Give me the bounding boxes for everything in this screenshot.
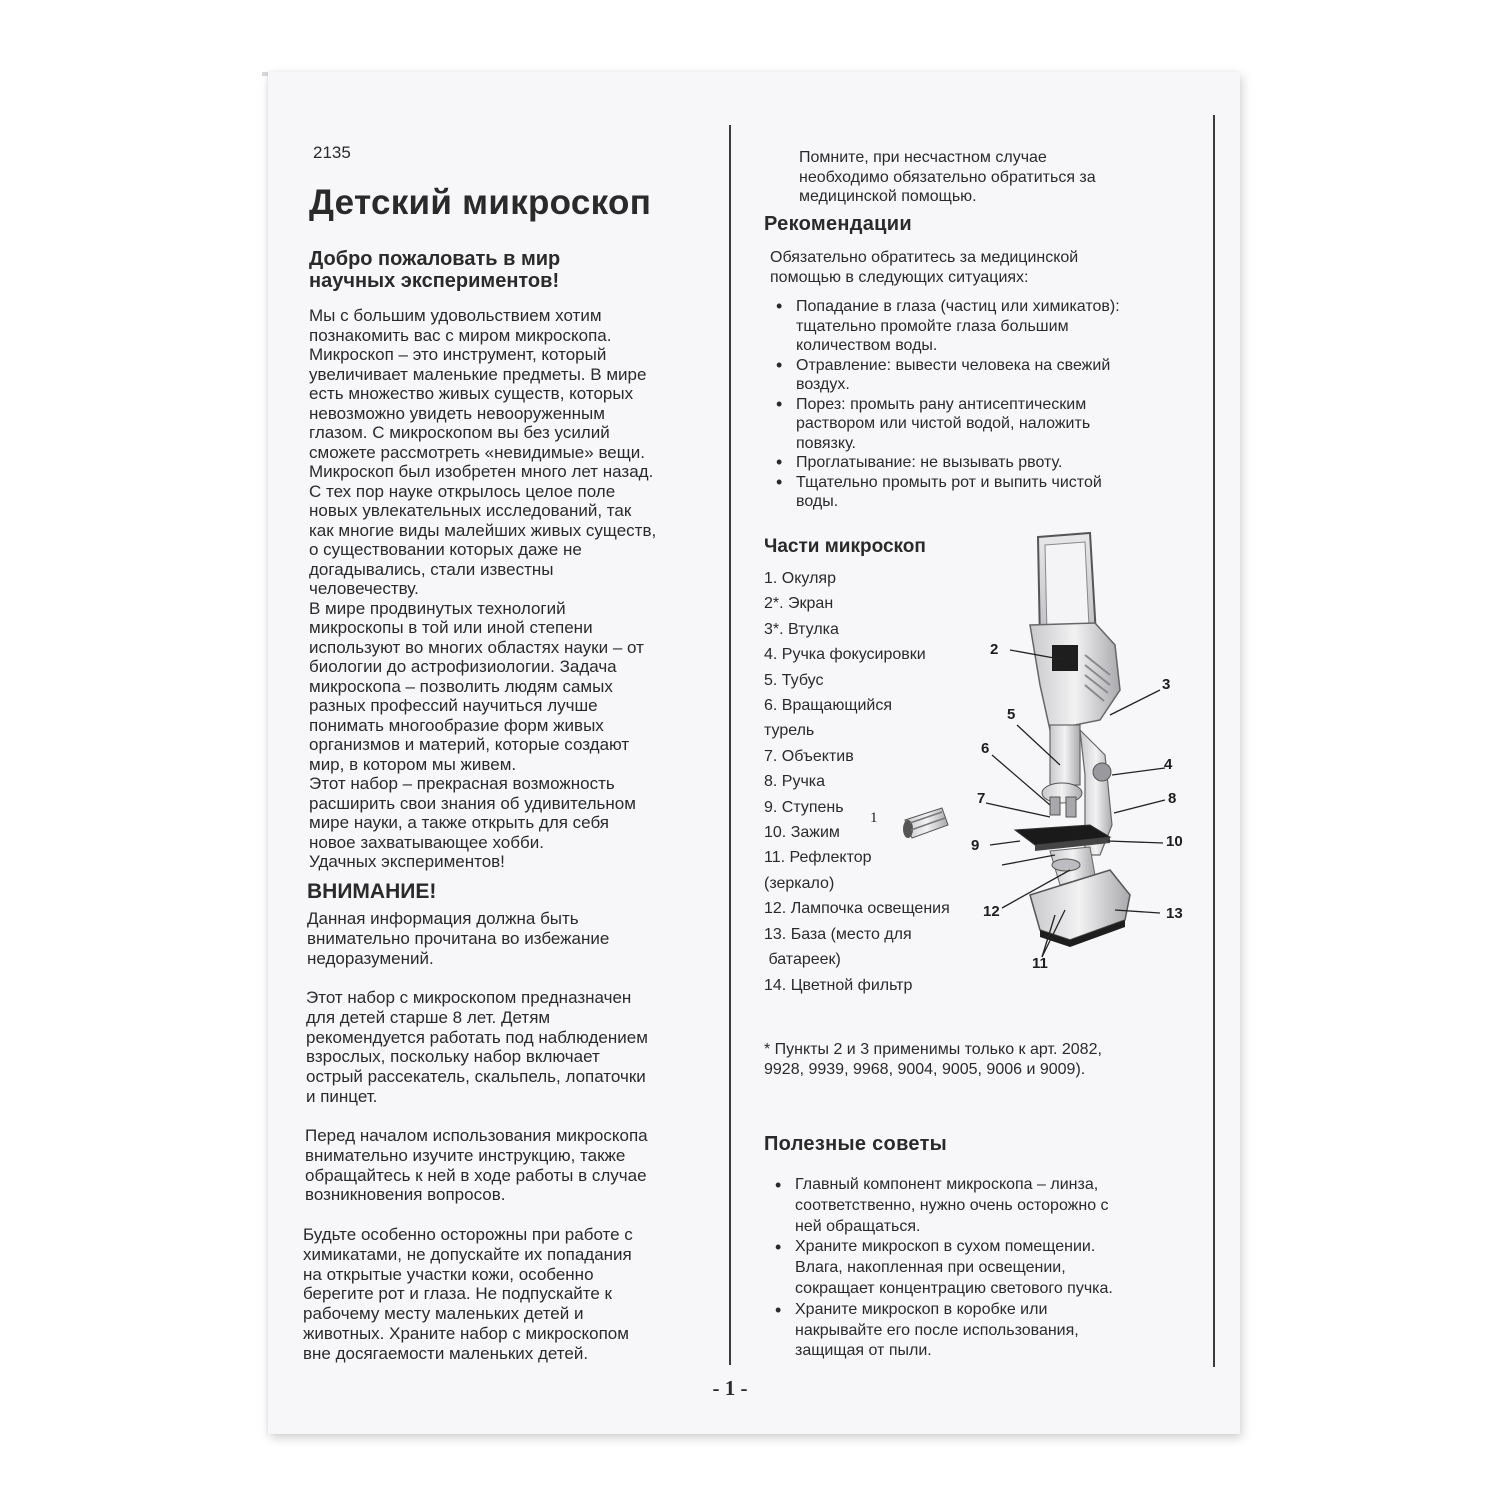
intro-text: Мы с большим удовольствием хотим познакомить вас с миром микроскопа. Микроскоп – это инструмент, который увеличивает маленькие предметы. В мире есть множество живых существ, которых невозможно увидеть невооруженным глазом. С микроскопом вы без усилий сможете рассмотреть «невидимые» вещи. Микроскоп был изобретен много лет назад. С тех пор науке открылось целое поле новых увлекательных исследований, так как многие виды малейших живых существ, о существовании которых даже не догадывались, стали известны человечеству. В мире продвинутых технологий микроскопы в той или иной степени используют во многих областях науки – от биологии до астрофизиологии. Задача микроскопа – позволить людям самых разных профессий научиться лучше понимать многообразие форм живых организмов и материй, которые создают мир, в котором мы живем. Этот набор – прекрасная возможность расширить свои знания об удивительном мире науки, а также открыть для себя новое захватывающее хобби. Удачных экспериментов! [309, 306, 657, 871]
callout-13: 13 [1166, 905, 1183, 922]
page-number: - 1 - [712, 1376, 748, 1400]
list-item: • Проглатывание: не вызывать рвоту. [776, 453, 1176, 473]
tips-list [775, 1175, 1185, 1362]
callout-8: 8 [1168, 790, 1177, 807]
column-divider [729, 125, 731, 1365]
list-item: • Попадание в глаза (частиц или химикатов): тщательно промойте глаза большим количеством воды. [776, 297, 1176, 356]
list-item: турель [764, 722, 815, 740]
list-item: 9. Ступень [764, 798, 844, 816]
list-item: 10. Зажим [764, 824, 840, 842]
attention-heading: ВНИМАНИЕ! [307, 880, 437, 903]
list-item: (зеркало) [764, 874, 835, 892]
list-item: 11. Рефлектор [764, 849, 872, 867]
list-item: 13. База (место для [764, 925, 912, 943]
right-border-rule [1213, 115, 1215, 1367]
callout-9: 9 [971, 837, 980, 854]
attention-paragraph: Этот набор с микроскопом предназначен для детей старше 8 лет. Детям рекомендуется работать под наблюдением взрослых, поскольку набор включает острый рассекатель, скальпель, лопаточки и пинцет. [306, 988, 648, 1106]
footnote: * Пункты 2 и 3 применимы только к арт. 2082, 9928, 9939, 9968, 9004, 9005, 9006 и 9009). [764, 1041, 1102, 1078]
callout-1: 1 [870, 810, 878, 826]
list-item: 8. Ручка [764, 773, 826, 791]
callout-3: 3 [1162, 676, 1171, 693]
list-item: 6. Вращающийся [764, 697, 893, 715]
welcome-heading: Добро пожаловать в мир научных экспериментов! [309, 248, 561, 292]
recommendations-intro: Обязательно обратитесь за медицинской помощью в следующих ситуациях: [770, 249, 1079, 286]
list-item: батареек) [764, 951, 841, 969]
article-number: 2135 [313, 143, 351, 162]
attention-paragraph: Перед началом использования микроскопа внимательно изучите инструкцию, также обращайтесь к ней в ходе работы в случае возникновения вопросов. [305, 1126, 648, 1205]
list-item: 2*. Экран [764, 595, 834, 613]
list-item: • Храните микроскоп в сухом помещении. Влага, накопленная при освещении, сокращает концентрацию светового пучка. [775, 1237, 1185, 1299]
attention-paragraph: Будьте особенно осторожны при работе с химикатами, не допускайте их попадания на открытые участки кожи, особенно берегите рот и глаза. Не подпускайте к рабочему месту маленьких детей и животных. Храните набор с микроскопом вне досягаемости маленьких детей. [303, 1225, 633, 1363]
callout-11: 11 [1032, 955, 1048, 972]
page-title: Детский микроскоп [309, 183, 652, 222]
list-item: • Порез: промыть рану антисептическим раствором или чистой водой, наложить повязку. [776, 395, 1176, 454]
attention-paragraph: Данная информация должна быть внимательно прочитана во избежание недоразумений. [307, 909, 610, 968]
recommendations-heading: Рекомендации [764, 213, 912, 235]
list-item: 5. Тубус [764, 671, 824, 689]
list-item: 12. Лампочка освещения [764, 900, 950, 918]
list-item: 1. Окуляр [764, 570, 836, 587]
list-item: • Храните микроскоп в коробке или накрывайте его после использования, защищая от пыли. [775, 1300, 1185, 1362]
eyepiece-part [903, 808, 948, 838]
callout-12: 12 [983, 903, 1000, 920]
parts-heading: Части микроскоп [764, 536, 926, 557]
callout-5: 5 [1007, 706, 1016, 723]
list-item: 3*. Втулка [764, 620, 839, 638]
callout-7: 7 [977, 790, 986, 807]
microscope-illustration [890, 525, 1210, 985]
list-item: 7. Объектив [764, 747, 854, 765]
list-item: 4. Ручка фокусировки [764, 646, 926, 664]
callout-2: 2 [990, 641, 999, 658]
list-item: • Отравление: вывести человека на свежий воздух. [776, 356, 1176, 395]
list-item: • Тщательно промыть рот и выпить чистой воды. [776, 473, 1176, 512]
tips-heading: Полезные советы [764, 1133, 948, 1155]
list-item: • Главный компонент микроскопа – линза, соответственно, нужно очень осторожно с ней обращаться. [775, 1175, 1185, 1237]
callout-6: 6 [981, 740, 990, 757]
recommendations-list [776, 297, 1176, 512]
callout-10: 10 [1166, 833, 1183, 850]
remember-note: Помните, при несчастном случае необходимо обязательно обратиться за медицинской помощью. [799, 149, 1096, 205]
callout-4: 4 [1164, 756, 1173, 773]
list-item: 14. Цветной фильтр [764, 976, 913, 994]
